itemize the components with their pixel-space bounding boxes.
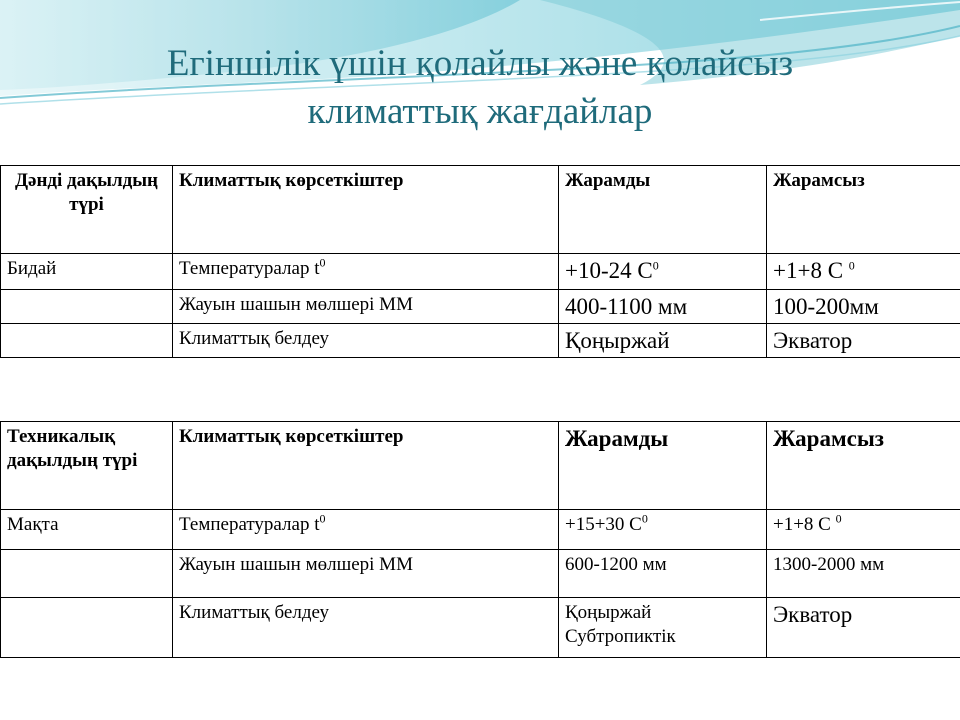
header-crop-type: Дәнді дақылдың түрі <box>1 166 173 254</box>
suitable-cell: 600-1200 мм <box>559 550 767 598</box>
unsuitable-cell: Экватор <box>767 324 960 358</box>
indicator-cell: Жауын шашын мөлшері ММ <box>173 290 559 324</box>
table-row <box>1 550 960 598</box>
suitable-line-1: Қоңыржай <box>565 602 652 623</box>
table-row <box>1 598 960 658</box>
header-indicators: Климаттық көрсеткіштер <box>173 422 559 510</box>
suitable-cell <box>559 598 767 658</box>
table-row <box>1 510 960 550</box>
suitable-sup: 0 <box>641 511 648 526</box>
crop-name: Бидай <box>1 254 173 290</box>
suitable-text: +10-24 С <box>565 258 653 283</box>
indicator-sup: 0 <box>319 255 326 270</box>
unsuitable-cell <box>767 254 960 290</box>
unsuitable-text: +1+8 С <box>773 514 836 535</box>
header-crop-type: Техникалық дақылдың түрі <box>1 422 173 510</box>
indicator-cell <box>173 254 559 290</box>
header-suitable: Жарамды <box>559 166 767 254</box>
indicator-cell: Климаттық белдеу <box>173 598 559 658</box>
indicator-sup: 0 <box>319 511 326 526</box>
unsuitable-cell: Экватор <box>767 598 960 658</box>
suitable-text: +15+30 С <box>565 514 642 535</box>
slide-title-line-2: климаттық жағдайлар <box>307 91 653 132</box>
unsuitable-cell: 100-200мм <box>767 290 960 324</box>
unsuitable-sup: 0 <box>848 258 855 273</box>
indicator-text: Температуралар t <box>179 258 320 279</box>
unsuitable-cell: 1300-2000 мм <box>767 550 960 598</box>
slide-title-line-1: Егіншілік үшін қолайлы және қолайсыз <box>166 43 794 84</box>
header-unsuitable: Жарамсыз <box>767 166 960 254</box>
unsuitable-cell <box>767 510 960 550</box>
crop-name-empty <box>1 550 173 598</box>
crop-name-empty <box>1 598 173 658</box>
header-indicators: Климаттық көрсеткіштер <box>173 166 559 254</box>
table-row <box>1 290 960 324</box>
header-unsuitable: Жарамсыз <box>767 422 960 510</box>
slide-title <box>0 40 960 136</box>
crop-name-empty <box>1 324 173 358</box>
suitable-line-2: Субтропиктік <box>565 626 676 647</box>
technical-crops-table <box>0 421 960 658</box>
grain-crops-table <box>0 165 960 358</box>
indicator-cell: Климаттық белдеу <box>173 324 559 358</box>
table-header-row <box>1 166 960 254</box>
crop-name: Мақта <box>1 510 173 550</box>
suitable-cell: 400-1100 мм <box>559 290 767 324</box>
unsuitable-text: +1+8 С <box>773 258 849 283</box>
unsuitable-sup: 0 <box>835 511 842 526</box>
indicator-cell <box>173 510 559 550</box>
suitable-cell <box>559 254 767 290</box>
suitable-sup: 0 <box>652 258 659 273</box>
table-header-row <box>1 422 960 510</box>
table-row <box>1 254 960 290</box>
indicator-cell: Жауын шашын мөлшері ММ <box>173 550 559 598</box>
table-row <box>1 324 960 358</box>
suitable-cell: Қоңыржай <box>559 324 767 358</box>
suitable-cell <box>559 510 767 550</box>
header-suitable: Жарамды <box>559 422 767 510</box>
indicator-text: Температуралар t <box>179 514 320 535</box>
crop-name-empty <box>1 290 173 324</box>
